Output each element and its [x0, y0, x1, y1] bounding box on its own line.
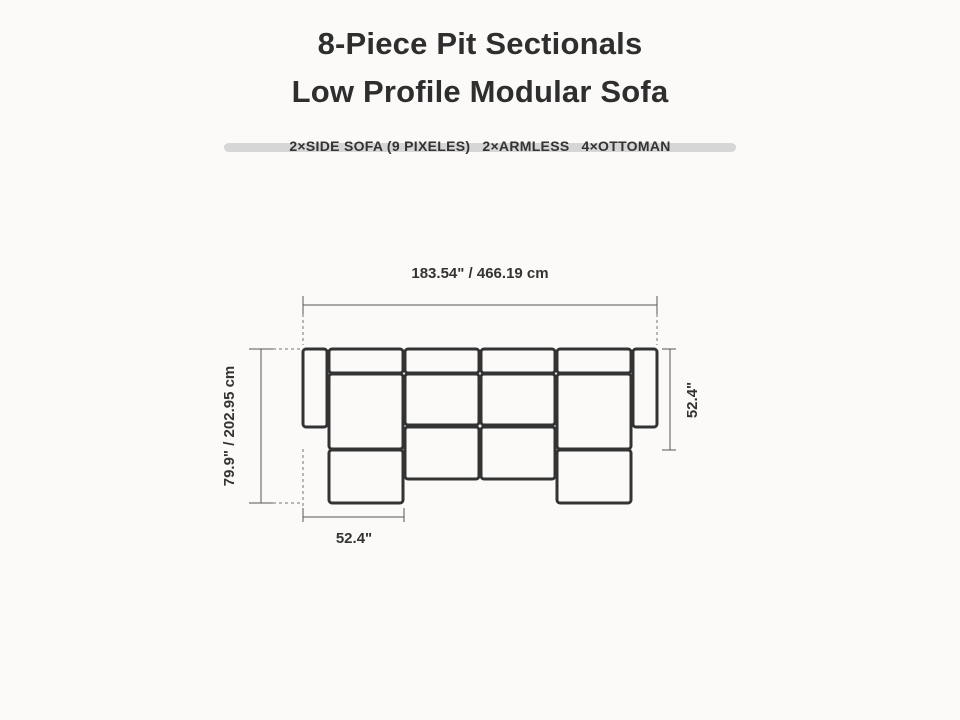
width-dimension [303, 265, 657, 345]
depth-label: 79.9" / 202.95 cm [221, 365, 238, 487]
back-depth-dimension [662, 349, 701, 450]
armless-1-back [405, 349, 479, 373]
spec-armless: 2×ARMLESS [482, 138, 570, 154]
right-arm [633, 349, 657, 427]
spec-ottoman: 4×OTTOMAN [581, 138, 671, 154]
armless-2-seat [481, 374, 555, 425]
ottoman-middle-right [481, 427, 555, 479]
title-line-2: Low Profile Modular Sofa [291, 74, 669, 109]
spec-side-sofa: 2×SIDE SOFA (9 PIXELES) [289, 138, 471, 154]
depth-dimension [221, 349, 302, 503]
right-side-sofa-back [557, 349, 631, 373]
module-width-label: 52.4" [335, 530, 373, 547]
ottoman-left [329, 450, 403, 503]
left-side-sofa-back [329, 349, 403, 373]
right-side-sofa-seat [557, 374, 631, 449]
ottoman-right [557, 450, 631, 503]
width-label: 183.54" / 466.19 cm [411, 265, 549, 282]
back-depth-label: 52.4" [684, 381, 701, 419]
armless-1-seat [405, 374, 479, 425]
title-line-1: 8-Piece Pit Sectionals [317, 26, 643, 61]
left-arm [303, 349, 327, 427]
ottoman-middle-left [405, 427, 479, 479]
armless-2-back [481, 349, 555, 373]
left-side-sofa-seat [329, 374, 403, 449]
